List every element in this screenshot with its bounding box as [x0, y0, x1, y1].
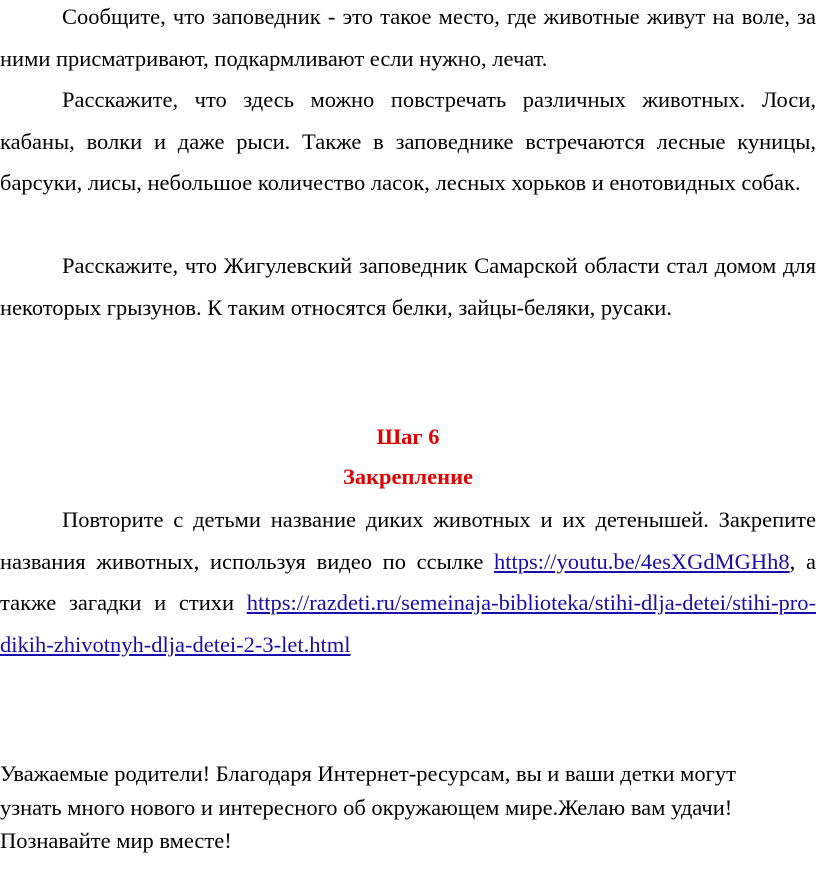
closing-line-1: Уважаемые родители! Благодаря Интернет-ресурсам, вы и ваши детки могут: [0, 761, 736, 786]
paragraph-reserve-intro: Сообщите, что заповедник - это такое место, где животные живут на воле, за ними присматривают, подкармливают если нужно, лечат.: [0, 4, 816, 71]
step-subheading: Закрепление: [342, 464, 474, 489]
video-link[interactable]: https://youtu.be/4esXGdMGHh8: [494, 548, 790, 574]
paragraph-reinforcement: [0, 499, 816, 665]
closing-line-3: Познавайте мир вместе!: [0, 828, 232, 853]
poems-link[interactable]: https://razdeti.ru/semeinaja-biblioteka/stihi-dlja-detei/stihi-pro-dikih-zhivotnyh-dlja-detei-2-3-let.html: [0, 590, 816, 657]
closing-message: [0, 757, 816, 858]
reinforcement-text-middle: , а также загадки и стихи: [0, 548, 816, 615]
step-heading: Шаг 6: [376, 424, 440, 449]
paragraph-rodents: Расскажите, что Жигулевский заповедник Самарской области стал домом для некоторых грызунов. К таким относятся белки, зайцы-беляки, русаки.: [0, 253, 816, 320]
paragraph-animals: Расскажите, что здесь можно повстречать различных животных. Лоси, кабаны, волки и даже рыси. Также в заповеднике встречаются лесные куницы, барсуки, лисы, небольшое количество ласок, лесных хорьков и енотовидных собак.: [0, 87, 816, 195]
reinforcement-text-start: Повторите с детьми название диких животных и их детенышей. Закрепите названия животных, используя видео по ссылке: [0, 507, 816, 574]
closing-line-2: узнать много нового и интересного об окружающем мире.Желаю вам удачи!: [0, 794, 733, 820]
